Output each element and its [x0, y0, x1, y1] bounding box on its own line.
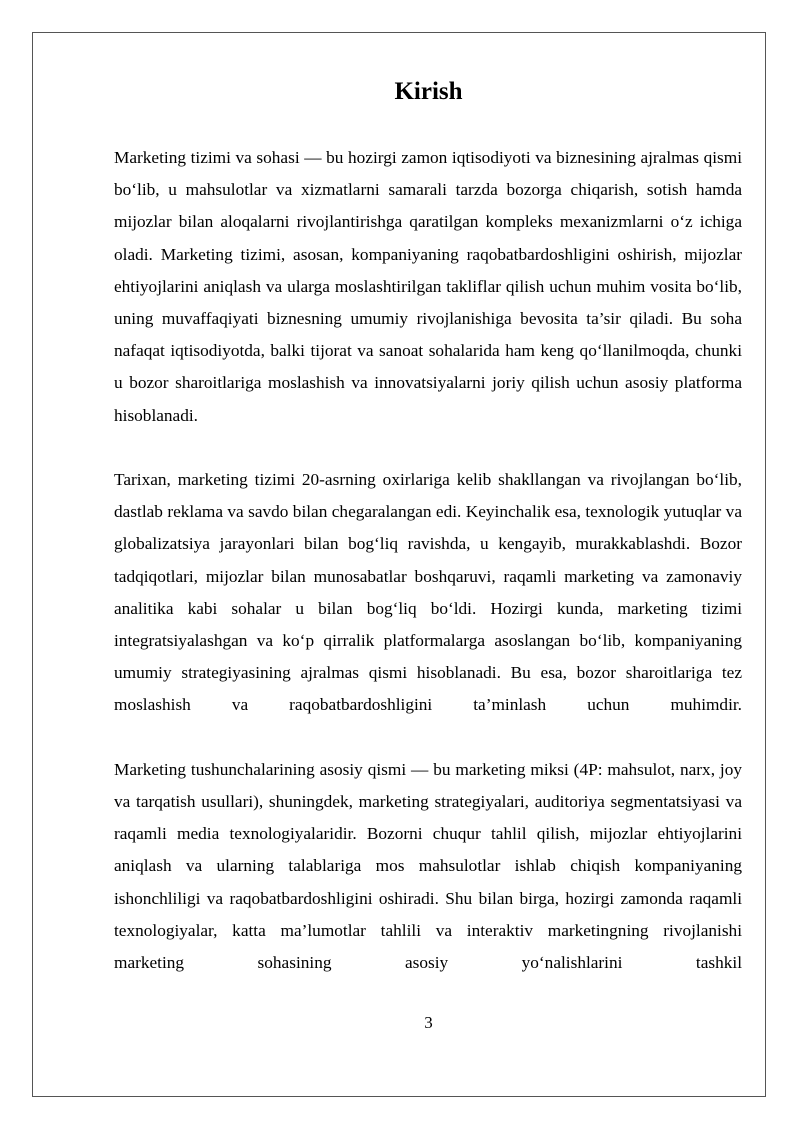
page-title: Kirish	[394, 78, 463, 105]
paragraph-1: Marketing tizimi va sohasi — bu hozirgi zamon iqtisodiyoti va biznesining ajralmas qismi bo‘lib, u mahsulotlar va xizmatlarni samarali tarzda bozorga chiqarish, sotish hamda mijozlar bilan aloqalarni rivojlantirishga qaratilgan kompleks mexanizmlarni o‘z ichiga oladi. Marketing tizimi, asosan, kompaniyaning raqobatbardoshligini oshirish, mijozlar ehtiyojlarini aniqlash va ularga moslashtirilgan takliflar qilish uchun muhim vosita bo‘lib, uning muvaffaqiyati biznesning umumiy rivojlanishiga bevosita ta’sir qiladi. Bu soha nafaqat iqtisodiyotda, balki tijorat va sanoat sohalarida ham keng qo‘llanilmoqda, chunki u bozor sharoitlariga moslashish va innovatsiyalarni joriy qilish uchun asosiy platforma hisoblanadi.	[114, 148, 742, 425]
document-body	[114, 142, 742, 979]
paragraph-3: Marketing tushunchalarining asosiy qismi — bu marketing miksi (4P: mahsulot, narx, joy va tarqatish usullari), shuningdek, marketing strategiyalari, auditoriya segmentatsiyasi va raqamli media texnologiyalaridir. Bozorni chuqur tahlil qilish, mijozlar ehtiyojlarini aniqlash va ularning talablariga mos mahsulotlar ishlab chiqish kompaniyaning ishonchliligi va raqobatbardoshligini oshiradi. Shu bilan birga, hozirgi zamonda raqamli texnologiyalar, katta ma’lumotlar tahlili va interaktiv marketingning rivojlanishi marketing sohasining asosiy yo‘nalishlarini tashkil	[114, 759, 742, 973]
paragraph-2: Tarixan, marketing tizimi 20-asrning oxirlariga kelib shakllangan va rivojlangan bo‘lib, dastlab reklama va savdo bilan chegaralangan edi. Keyinchalik esa, texnologik yutuqlar va globalizatsiya jarayonlari bilan bog‘liq ravishda, u kengayib, murakkablashdi. Bozor tadqiqotlari, mijozlar bilan munosabatlar boshqaruvi, raqamli marketing va zamonaviy analitika kabi sohalar u bilan bog‘liq bo‘ldi. Hozirgi kunda, marketing tizimi integratsiyalashgan va ko‘p qirralik platformalarga asoslangan bo‘lib, kompaniyaning umumiy strategiyasining ajralmas qismi hisoblanadi. Bu esa, bozor sharoitlariga tez moslashish va raqobatbardoshligini ta’minlash uchun muhimdir.	[114, 470, 742, 715]
page-number: 3	[424, 1013, 433, 1032]
